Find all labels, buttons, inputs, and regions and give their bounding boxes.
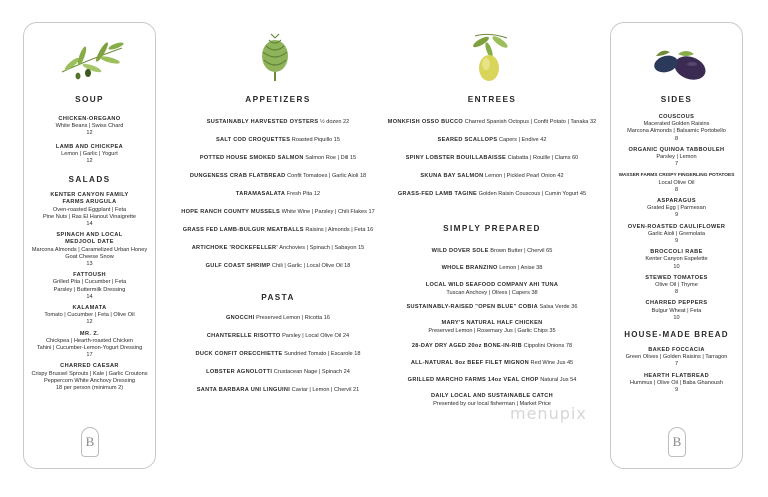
simply-prepared-heading: SIMPLY PREPARED	[443, 224, 541, 233]
menu-item-desc: Presented by our local fisherman | Market Price	[433, 401, 551, 407]
menu-item: POTTED HOUSE SMOKED SALMON Salmon Roe | Dill 15	[199, 155, 357, 161]
menupix-watermark: menupix	[510, 404, 587, 423]
menu-item: CHANTERELLE RISOTTO Parsley | Local Olive Oil 24	[206, 333, 350, 339]
menu-item: DAILY LOCAL AND SUSTAINABLE CATCH	[431, 393, 553, 399]
menu-item: SANTA BARBARA UNI LINGUINI Caviar | Lemon | Chervil 21	[196, 387, 360, 393]
menu-item: KENTER CANYON FAMILY FARMS ARUGULA Oven-roasted Eggplant | Feta Pine Nuts | Ras El Hanout Vinaigrette 14	[42, 192, 137, 228]
menu-item: GRASS FED LAMB-BULGUR MEATBALLS Raisins | Almonds | Feta 16	[182, 227, 374, 233]
menu-item: TARAMASALATA Fresh Pita 12	[235, 191, 321, 197]
menu-item: ORGANIC QUINOA TABBOULEH Parsley | Lemon 7	[628, 146, 725, 168]
menu-item: MARY'S NATURAL HALF CHICKEN	[441, 320, 543, 326]
menu-item: SPINACH AND LOCAL MEDJOOL DATE Marcona Almonds | Caramelized Urban Honey Goat Cheese Snow 13	[31, 232, 148, 268]
menu-item: WASSER FARMS CRISPY FINGERLING POTATOES Local Olive Oil 8	[618, 173, 735, 193]
menu-item: SALT COD CROQUETTES Roasted Piquillo 15	[215, 137, 341, 143]
entrees-heading: ENTREES	[467, 95, 517, 104]
menu-item: LOCAL WILD SEAFOOD COMPANY AHI TUNA	[425, 282, 559, 288]
menu-item: WILD DOVER SOLE Brown Butter | Chervil 65	[431, 248, 553, 254]
menu-item: LAMB AND CHICKPEA Lemon | Garlic | Yogurt 12	[55, 143, 124, 165]
soup-section	[23, 95, 156, 392]
menu-item: SKUNA BAY SALMON Lemon | Pickled Pearl Onion 42	[420, 173, 564, 179]
menu-item: KALAMATA Tomato | Cucumber | Feta | Olive Oil 12	[44, 305, 135, 326]
pasta-section	[178, 293, 378, 394]
menu-item-desc: Tuscan Anchovy | Olives | Capers 38	[446, 290, 538, 296]
artichoke-icon	[257, 32, 293, 82]
menu-item-desc: Preserved Lemon | Rosemary Jus | Garlic Chips 35	[428, 328, 556, 334]
menu-item: SPINY LOBSTER BOUILLABAISSE Ciabatta | Rouille | Clams 60	[405, 155, 579, 161]
simply-prepared-section	[387, 224, 597, 408]
appetizers-heading: APPETIZERS	[245, 95, 311, 104]
appetizers-section	[178, 95, 378, 270]
menu-item: BAKED FOCCACIA Green Olives | Golden Raisins | Tarragon 7	[625, 347, 728, 368]
menu-item: GRASS-FED LAMB TAGINE Golden Raisin Couscous | Cumin Yogurt 45	[397, 191, 587, 197]
restaurant-logo: B	[668, 427, 686, 457]
menu-item: OVEN-ROASTED CAULIFLOWER Garlic Aioli | Gremolata 9	[627, 223, 726, 245]
menu-item: MONKFISH OSSO BUCCO Charred Spanish Octopus | Confit Potato | Tanaka 32	[387, 119, 597, 125]
menu-item: MR. Z. Chickpea | Hearth-roasted Chicken Tahini | Cucumber-Lemon-Yogurt Dressing 17	[36, 330, 143, 359]
soup-heading: SOUP	[75, 95, 104, 104]
restaurant-logo: B	[81, 427, 99, 457]
salads-heading: SALADS	[68, 175, 111, 185]
menu-item: SEARED SCALLOPS Capers | Endive 42	[437, 137, 547, 143]
menu-item: HOPE RANCH COUNTY MUSSELS White Wine | Parsley | Chili Flakes 17	[181, 209, 375, 215]
menu-item: ASPARAGUS Grated Egg | Parmesan 9	[647, 198, 706, 219]
menu-item: DUNGENESS CRAB FLATBREAD Confit Tomatoes | Garlic Aioli 18	[189, 173, 367, 179]
menu-item: STEWED TOMATOES Olive Oil | Thyme 8	[645, 274, 708, 296]
menu-item: CHICKEN-OREGANO White Beans | Swiss Chard 12	[55, 116, 124, 137]
house-bread-heading: HOUSE-MADE BREAD	[624, 330, 729, 340]
menu-item: ARTICHOKE 'ROCKEFELLER' Anchovies | Spinach | Sabayon 15	[191, 245, 365, 251]
menu-item: 28-DAY DRY AGED 20oz BONE-IN-RIB Cippolini Onions 78	[411, 343, 573, 349]
menu-item: COUSCOUS Macerated Golden Raisins Marcona Almonds | Balsamic Portobello 8	[627, 114, 726, 142]
olive-branch-icon	[58, 38, 126, 80]
sides-heading: SIDES	[660, 95, 693, 104]
menu-item: BROCCOLI RABE Kenter Canyon Espelette 10	[645, 249, 708, 270]
menu-item: GULF COAST SHRIMP Chili | Garlic | Local Olive Oil 18	[205, 263, 351, 269]
menu-item: GRILLED MARCHO FARMS 14oz VEAL CHOP Natural Jus 54	[407, 377, 577, 383]
menu-item: GNOCCHI Preserved Lemon | Ricotta 16	[226, 315, 330, 321]
sides-section	[610, 95, 743, 394]
menu-item: SUSTAINABLY HARVESTED OYSTERS ½ dozen 22	[206, 119, 350, 125]
menu-item: HEARTH FLATBREAD Hummus | Olive Oil | Baba Ghanoush 9	[629, 372, 724, 394]
eggplant-icon	[650, 44, 710, 86]
menu-item: DUCK CONFIT ORECCHIETTE Sundried Tomato | Escarole 18	[195, 351, 361, 357]
menu-item: FATTOUSH Grilled Pita | Cucumber | Feta Parsley | Buttermilk Dressing 14	[52, 272, 127, 300]
menu-item: WHOLE BRANZINO Lemon | Anise 38	[441, 265, 543, 271]
lemon-icon	[467, 30, 515, 86]
menu-item: SUSTAINABLY-RAISED "OPEN BLUE" COBIA Salsa Verde 36	[406, 304, 578, 310]
entrees-section	[387, 95, 597, 198]
menu-item: CHARRED PEPPERS Bulgur Wheat | Feta 10	[645, 300, 708, 321]
menu-item: LOBSTER AGNOLOTTI Crustacean Nage | Spinach 24	[206, 369, 350, 375]
menu-item: ALL-NATURAL 8oz BEEF FILET MIGNON Red Wine Jus 45	[410, 360, 574, 366]
pasta-heading: PASTA	[261, 293, 295, 302]
menu-item: CHARRED CAESAR Crispy Brussel Sprouts | Kale | Garlic Croutons Peppercorn White Anchovy Dressing 18 per person (minimum 2)	[31, 363, 148, 392]
